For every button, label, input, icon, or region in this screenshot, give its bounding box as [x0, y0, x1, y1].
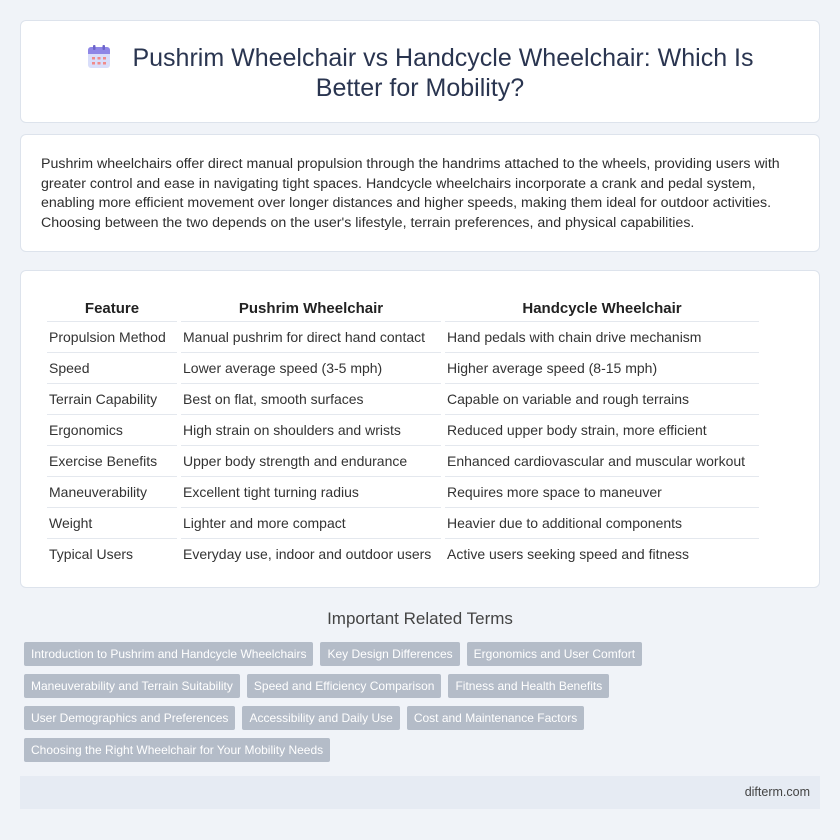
- handcycle-cell: Active users seeking speed and fitness: [445, 538, 759, 569]
- related-term-tag[interactable]: Speed and Efficiency Comparison: [247, 674, 442, 698]
- handcycle-cell: Capable on variable and rough terrains: [445, 383, 759, 414]
- title-card: [20, 20, 820, 123]
- summary-text: Pushrim wheelchairs offer direct manual propulsion through the handrims attached to the wheels, providing users with greater control and ease in navigating tight spaces. Handcycle wheelchairs incorporate a crank and pedal system, enabling more efficient movement over longer distances and higher speeds, making them ideal for outdoor activities. Choosing between the two depends on the user's lifestyle, terrain preferences, and physical capabilities.: [41, 156, 780, 231]
- pushrim-cell: Upper body strength and endurance: [181, 445, 441, 476]
- handcycle-cell: Higher average speed (8-15 mph): [445, 352, 759, 383]
- pushrim-cell: Lower average speed (3-5 mph): [181, 352, 441, 383]
- summary-card: [20, 134, 820, 252]
- related-terms-list: [24, 642, 824, 770]
- feature-cell: Propulsion Method: [47, 321, 177, 352]
- header-feature: Feature: [84, 299, 140, 317]
- table-header-row: [47, 295, 759, 321]
- feature-cell: Typical Users: [47, 538, 177, 569]
- related-term-tag[interactable]: Choosing the Right Wheelchair for Your Mobility Needs: [24, 738, 330, 762]
- table-row: [47, 321, 759, 352]
- table-row: [47, 538, 759, 569]
- feature-cell: Terrain Capability: [47, 383, 177, 414]
- table-row: [47, 352, 759, 383]
- tag-row: [24, 706, 824, 730]
- header-pushrim: Pushrim Wheelchair: [238, 299, 384, 317]
- table-row: [47, 383, 759, 414]
- calendar-icon: [86, 44, 112, 70]
- handcycle-cell: Requires more space to maneuver: [445, 476, 759, 507]
- related-term-tag[interactable]: User Demographics and Preferences: [24, 706, 235, 730]
- page-title: [61, 43, 779, 103]
- table-row: [47, 445, 759, 476]
- pushrim-cell: High strain on shoulders and wrists: [181, 414, 441, 445]
- header-handcycle: Handcycle Wheelchair: [522, 299, 682, 317]
- handcycle-cell: Enhanced cardiovascular and muscular workout: [445, 445, 759, 476]
- feature-cell: Exercise Benefits: [47, 445, 177, 476]
- handcycle-cell: Hand pedals with chain drive mechanism: [445, 321, 759, 352]
- footer: [20, 776, 820, 809]
- table-row: [47, 507, 759, 538]
- handcycle-cell: Heavier due to additional components: [445, 507, 759, 538]
- feature-cell: Ergonomics: [47, 414, 177, 445]
- pushrim-cell: Lighter and more compact: [181, 507, 441, 538]
- tag-row: [24, 738, 824, 762]
- table-row: [47, 476, 759, 507]
- feature-cell: Speed: [47, 352, 177, 383]
- related-term-tag[interactable]: Accessibility and Daily Use: [242, 706, 399, 730]
- related-term-tag[interactable]: Introduction to Pushrim and Handcycle Wheelchairs: [24, 642, 313, 666]
- tag-row: [24, 674, 824, 698]
- footer-site-link[interactable]: difterm.com: [744, 785, 810, 799]
- tag-row: [24, 642, 824, 666]
- related-term-tag[interactable]: Key Design Differences: [320, 642, 459, 666]
- related-term-tag[interactable]: Cost and Maintenance Factors: [407, 706, 584, 730]
- comparison-card: [20, 270, 820, 588]
- pushrim-cell: Manual pushrim for direct hand contact: [181, 321, 441, 352]
- table-row: [47, 414, 759, 445]
- feature-cell: Maneuverability: [47, 476, 177, 507]
- handcycle-cell: Reduced upper body strain, more efficient: [445, 414, 759, 445]
- page-title-text: Pushrim Wheelchair vs Handcycle Wheelchair: Which Is Better for Mobility?: [132, 44, 754, 102]
- pushrim-cell: Excellent tight turning radius: [181, 476, 441, 507]
- comparison-table: [43, 295, 763, 569]
- feature-cell: Weight: [47, 507, 177, 538]
- related-terms-heading: Important Related Terms: [327, 609, 513, 628]
- related-term-tag[interactable]: Ergonomics and User Comfort: [467, 642, 642, 666]
- related-term-tag[interactable]: Fitness and Health Benefits: [448, 674, 609, 698]
- related-term-tag[interactable]: Maneuverability and Terrain Suitability: [24, 674, 240, 698]
- pushrim-cell: Best on flat, smooth surfaces: [181, 383, 441, 414]
- pushrim-cell: Everyday use, indoor and outdoor users: [181, 538, 441, 569]
